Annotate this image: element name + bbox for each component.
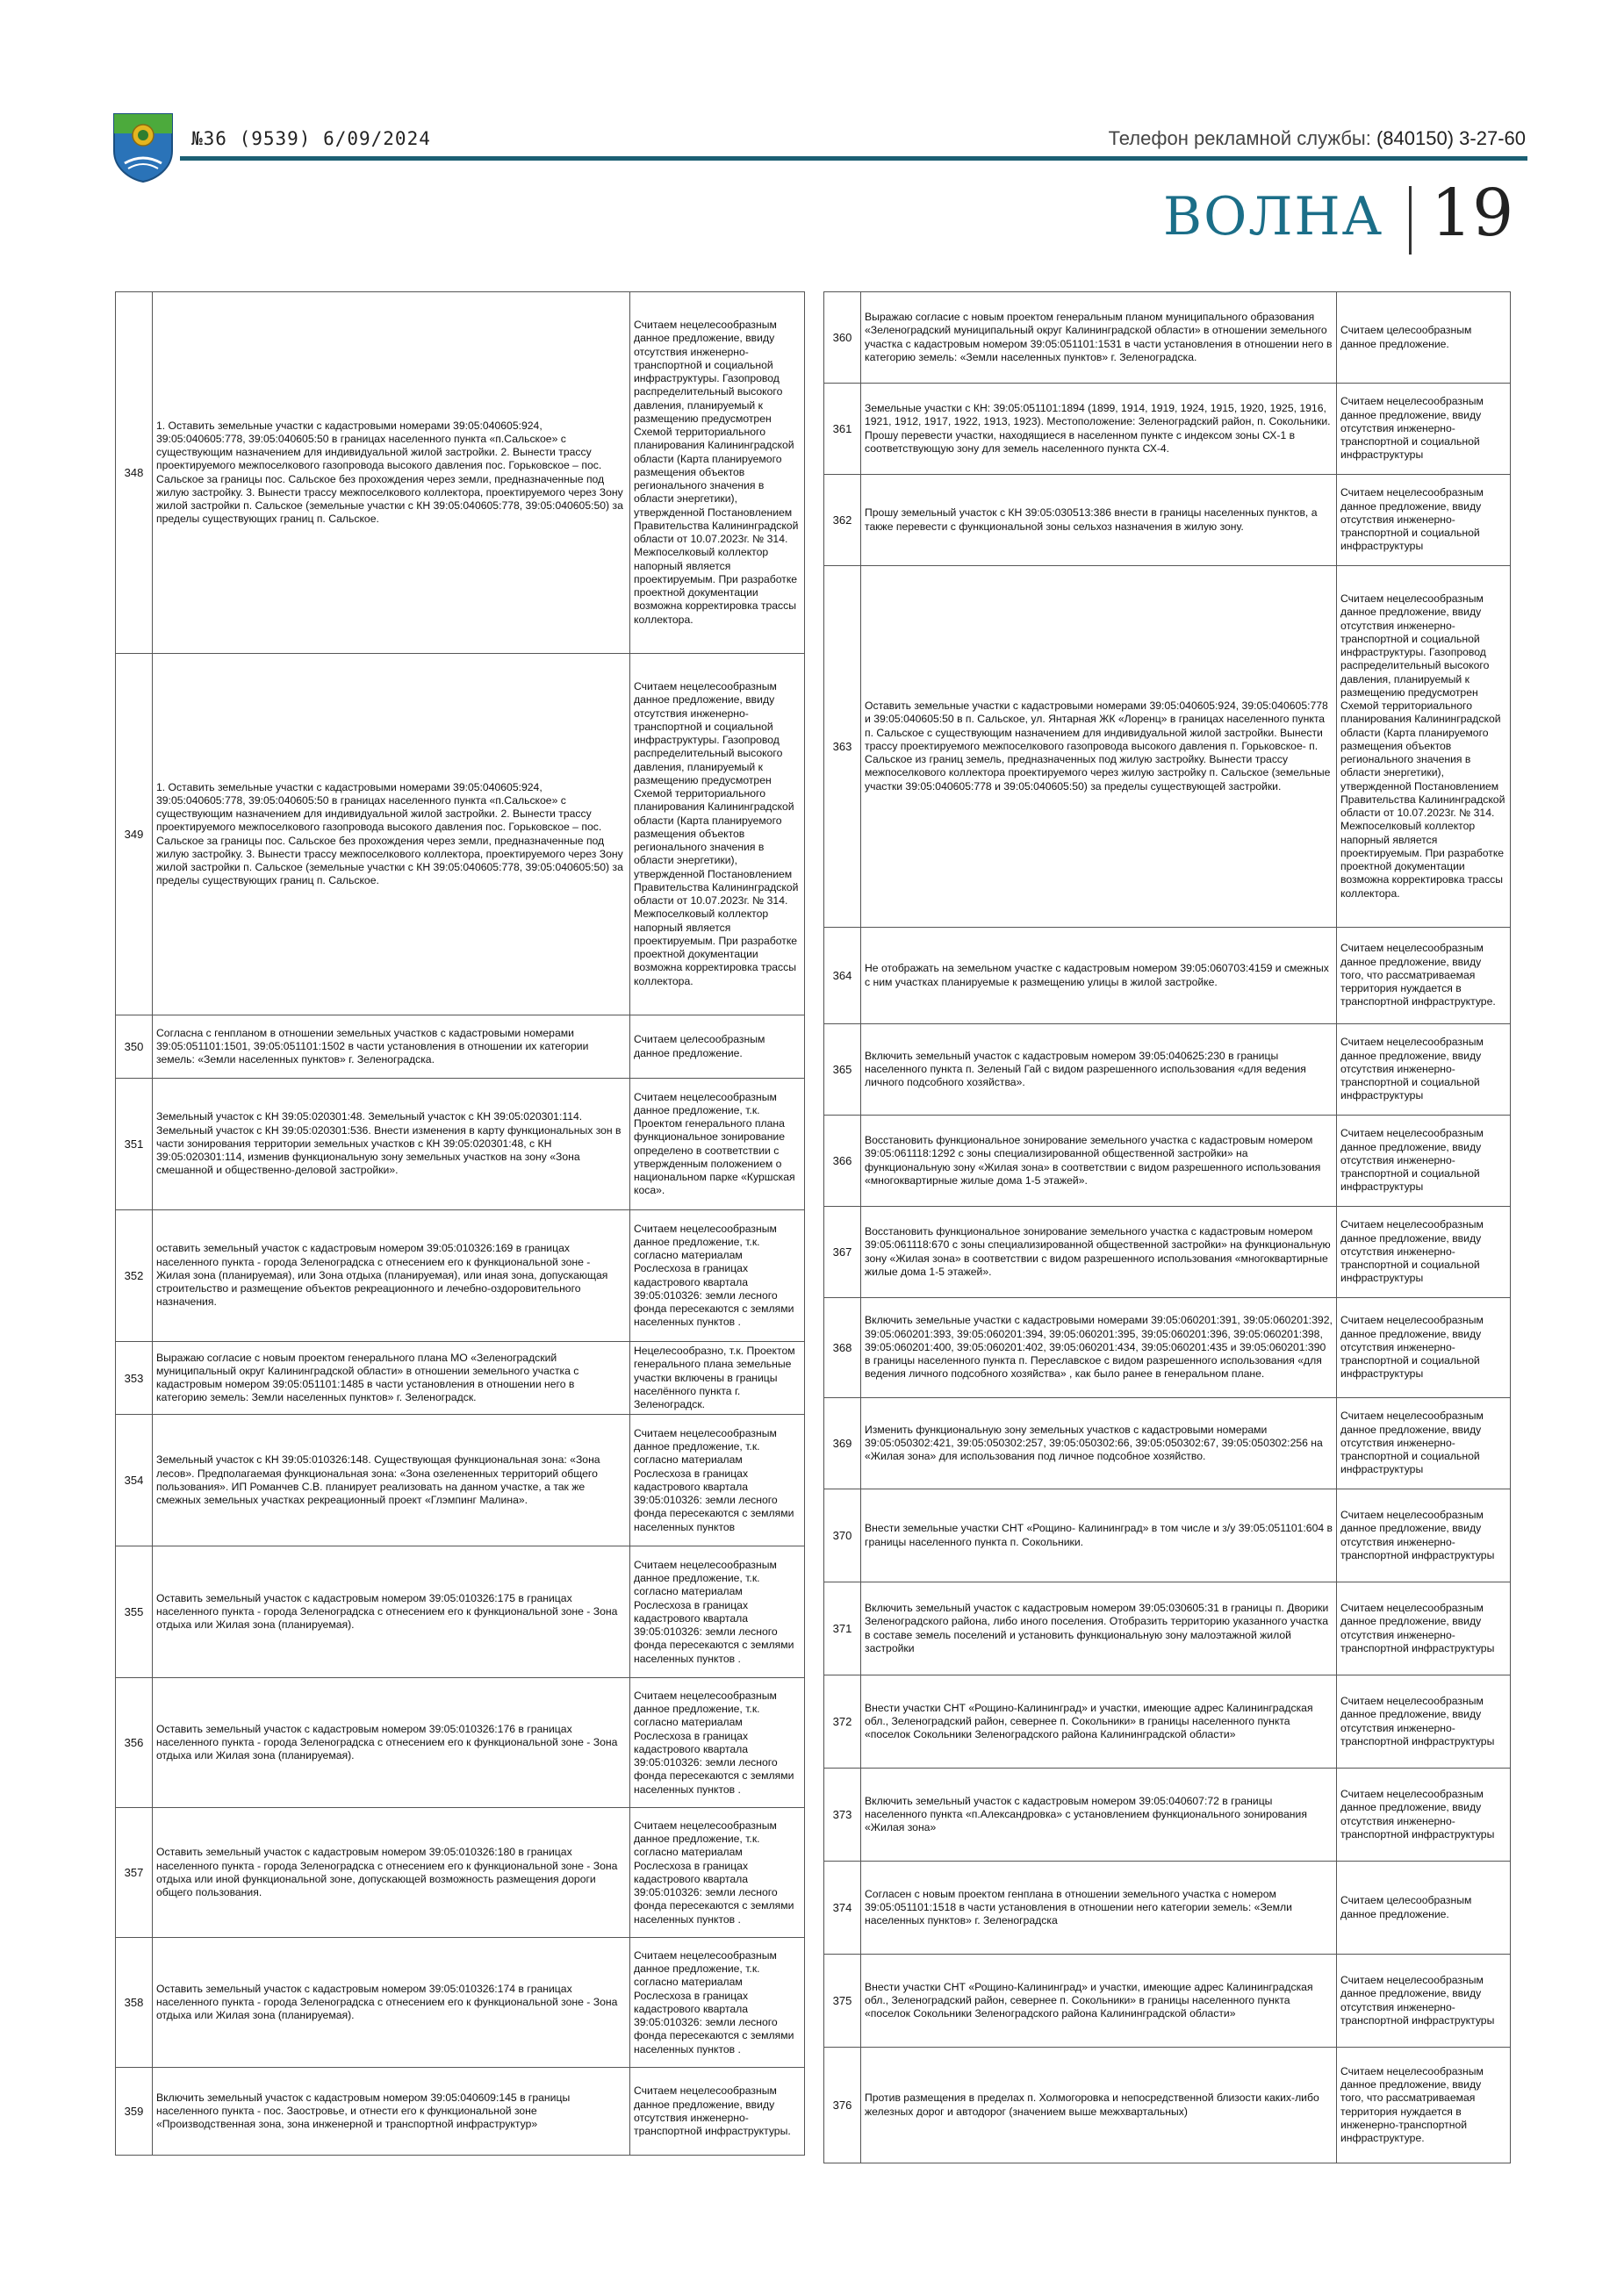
proposal-text: 1. Оставить земельные участки с кадастровыми номерами 39:05:040605:924, 39:05:040605:778, 39:05:040605:50 в границах населенного пункта «п.Сальское» с существующим назначением для индивидуальной жилой застройки. 2. Вынести трассу проектируемого межпоселкового газопровода высокого давления пос. Горьковское – пос. Сальское за границы пос. Сальское без прохождения через земли, предназначенные под жилую застройку. 3. Вынести трассу межпоселкового коллектора, проектируемого через Зону жилой застройки п. Сальское (земельные участки с КН 39:05:040605:778, 39:05:040605:50) за пределы существующих границ п. Сальское. bbox=[153, 292, 630, 654]
row-number: 370 bbox=[824, 1489, 861, 1582]
proposal-text: Внести земельные участки СНТ «Рощино- Калининград» в том числе и з/у 39:05:051101:604 в границы населенного пункта п. Сокольники. bbox=[861, 1489, 1337, 1582]
left-proposals-table bbox=[115, 291, 805, 2156]
decision-text: Считаем нецелесообразным данное предложение, ввиду отсутствия инженерно-транспортной и социальной инфраструктуры bbox=[1337, 1116, 1511, 1207]
decision-text: Считаем нецелесообразным данное предложение, ввиду отсутствия инженерно-транспортной инфраструктуры bbox=[1337, 1769, 1511, 1862]
proposal-text: Оставить земельный участок с кадастровым номером 39:05:010326:180 в границах населенного пункта - города Зеленоградска с отнесением его к функциональной зоне - Зона отдыха или иной функциональной зоне, допускающей возможность размещения дороги общего пользования. bbox=[153, 1808, 630, 1938]
proposal-text: Оставить земельные участки с кадастровыми номерами 39:05:040605:924, 39:05:040605:778 и 39:05:040605:50 в п. Сальское, ул. Янтарная ЖК «Лоренц» в границах населенного пункта п. Сальское с существующим назначением для индивидуальной жилой застройки. Вынести трассу проектируемого межпоселкового газопровода высокого давления п. Горьковское- п. Сальское из границ земель, предназначенных под жилую застройку. Вынести трассу межпоселкового коллектора проектируемого через жилую застройку п. Сальское (земельные участки 39:05:040605:778 и 39:05:040605:50) за пределы существующей застройки. bbox=[861, 566, 1337, 928]
row-number: 353 bbox=[116, 1342, 153, 1415]
proposal-text: Включить земельный участок с кадастровым номером 39:05:040625:230 в границы населенного пункта п. Зеленый Гай с видом разрешенного использования «для ведения личного подсобного хозяйства». bbox=[861, 1024, 1337, 1116]
proposal-text: Включить земельный участок с кадастровым номером 39:05:040607:72 в границы населенного пункта «п.Александровка» с установлением функционального зонирования «Жилая зона» bbox=[861, 1769, 1337, 1862]
decision-text: Считаем нецелесообразным данное предложение, ввиду отсутствия инженерно-транспортной инфраструктуры. bbox=[630, 2068, 805, 2156]
decision-text: Считаем нецелесообразным данное предложение, т.к. согласно материалам Рослесхоза в границах кадастрового квартала 39:05:010326: земли лесного фонда пересекаются с землями населенных пунктов . bbox=[630, 1210, 805, 1342]
decision-text: Считаем нецелесообразным данное предложение, ввиду отсутствия инженерно-транспортной и социальной инфраструктуры bbox=[1337, 1207, 1511, 1298]
table-row bbox=[116, 1808, 805, 1938]
table-row bbox=[824, 1675, 1511, 1769]
row-number: 365 bbox=[824, 1024, 861, 1116]
proposal-text: Восстановить функциональное зонирование земельного участка с кадастровым номером 39:05:061118:1292 с зоны специализированной общественной застройки» на функциональную зону «Жилая зона» в соответствии с видом разрешенного использования «многоквартирные жилые дома 1-5 этажей». bbox=[861, 1116, 1337, 1207]
row-number: 358 bbox=[116, 1938, 153, 2068]
ad-phone bbox=[1109, 127, 1526, 150]
decision-text: Считаем нецелесообразным данное предложение, ввиду отсутствия инженерно-транспортной инфраструктуры bbox=[1337, 1955, 1511, 2048]
page-header bbox=[0, 0, 1624, 263]
proposal-text: Выражаю согласие с новым проектом генеральным планом муниципального образования «Зеленоградский муниципальный округ Калининградской области» в отношении земельного участка с кадастровым номером 39:05:051101:1531 в части установления в отношении него в категорию земель: «Земли населенных пунктов» г. Зеленоградска. bbox=[861, 292, 1337, 384]
row-number: 361 bbox=[824, 384, 861, 475]
proposal-text: оставить земельный участок с кадастровым номером 39:05:010326:169 в границах населенного пункта - города Зеленоградска с отнесением его к функциональной зоне - Жилая зона (планируемая), или Зона отдыха (планируемая), или иная зона, допускающая строительство и размещение объектов рекреационного и лечебно-оздоровительного назначения. bbox=[153, 1210, 630, 1342]
phone-label: Телефон рекламной службы: bbox=[1108, 127, 1371, 149]
decision-text: Считаем нецелесообразным данное предложение, ввиду того, что рассматриваемая территория нуждается в инженерно-транспортной инфраструктуре. bbox=[1337, 2048, 1511, 2163]
header-rule bbox=[180, 156, 1527, 161]
proposal-text: Внести участки СНТ «Рощино-Калининград» и участки, имеющие адрес Калининградская обл., Зеленоградский район, севернее п. Сокольники» в границы населенного пункта «поселок Сокольники Зеленоградского района Калининградской области» bbox=[861, 1675, 1337, 1769]
proposal-text: Выражаю согласие с новым проектом генерального плана МО «Зеленоградский муниципальный округ Калининградской области» в отношении земельного участка с кадастровым номером 39:05:051101:1485 в части установления в отношении него в категорию земель: Земли населенных пунктов» г. Зеленоградск. bbox=[153, 1342, 630, 1415]
row-number: 349 bbox=[116, 654, 153, 1015]
page-number: 19 bbox=[1431, 176, 1514, 251]
decision-text: Считаем нецелесообразным данное предложение, т.к. согласно материалам Рослесхоза в границах кадастрового квартала 39:05:010326: земли лесного фонда пересекаются с землями населенных пунктов . bbox=[630, 1546, 805, 1678]
row-number: 373 bbox=[824, 1769, 861, 1862]
row-number: 369 bbox=[824, 1398, 861, 1489]
table-row bbox=[116, 1079, 805, 1210]
proposal-text: Включить земельный участок с кадастровым номером 39:05:030605:31 в границы п. Дворики Зеленоградского района, либо иного поселения. Отобразить территорию указанного участка в составе земель поселений и установить функциональную зону малоэтажной жилой застройки bbox=[861, 1582, 1337, 1675]
table-row bbox=[824, 475, 1511, 566]
right-proposals-table bbox=[823, 291, 1511, 2163]
proposal-text: Согласна с генпланом в отношении земельных участков с кадастровыми номерами 39:05:051101:1501, 39:05:051101:1502 в части установления в отношении их категории земель: «Земли населенных пунктов» г. Зеленоградска. bbox=[153, 1015, 630, 1079]
phone-number: (840150) 3-27-60 bbox=[1376, 127, 1526, 149]
proposal-text: Согласен с новым проектом генплана в отношении земельного участка с номером 39:05:051101:1518 в части установления в отношении него категории земель: «Земли населенных пунктов» г. Зеленоградска bbox=[861, 1862, 1337, 1955]
proposal-text: Восстановить функциональное зонирование земельного участка с кадастровым номером 39:05:061118:670 с зоны специализированной общественной застройки» на функциональную зону «Жилая зона» в соответствии с видом разрешенного использования «многоквартирные жилые дома 1-5 этажей». bbox=[861, 1207, 1337, 1298]
decision-text: Считаем нецелесообразным данное предложение, т.к. согласно материалам Рослесхоза в границах кадастрового квартала 39:05:010326: земли лесного фонда пересекаются с землями населенных пунктов bbox=[630, 1415, 805, 1546]
proposal-text: 1. Оставить земельные участки с кадастровыми номерами 39:05:040605:924, 39:05:040605:778, 39:05:040605:50 в границах населенного пункта «п.Сальское» с существующим назначением для индивидуальной жилой застройки. 2. Вынести трассу проектируемого межпоселкового газопровода высокого давления пос. Горьковское – пос. Сальское за границы пос. Сальское без прохождения через земли, предназначенные под жилую застройку. 3. Вынести трассу межпоселкового коллектора, проектируемого через Зону жилой застройки п. Сальское (земельные участки с КН 39:05:040605:778, 39:05:040605:50) за пределы существующих границ п. Сальское. bbox=[153, 654, 630, 1015]
decision-text: Считаем нецелесообразным данное предложение, ввиду отсутствия инженерно-транспортной и социальной инфраструктуры bbox=[1337, 384, 1511, 475]
proposal-text: Оставить земельный участок с кадастровым номером 39:05:010326:175 в границах населенного пункта - города Зеленоградска с отнесением его к функциональной зоне - Зона отдыха или Жилая зона (планируемая). bbox=[153, 1546, 630, 1678]
table-row bbox=[116, 1342, 805, 1415]
table-row bbox=[824, 928, 1511, 1024]
decision-text: Считаем нецелесообразным данное предложение, т.к. согласно материалам Рослесхоза в границах кадастрового квартала 39:05:010326: земли лесного фонда пересекаются с землями населенных пунктов . bbox=[630, 1808, 805, 1938]
decision-text: Считаем целесообразным данное предложение. bbox=[1337, 1862, 1511, 1955]
decision-text: Считаем целесообразным данное предложение. bbox=[630, 1015, 805, 1079]
decision-text: Считаем нецелесообразным данное предложение, ввиду отсутствия инженерно-транспортной и социальной инфраструктуры. Газопровод распределительный высокого давления, планируемый к размещению предусмотрен Схемой территориального планирования Калининградской области (Карта планируемого размещения объектов регионального значения в области энергетики), утвержденной Постановлением Правительства Калининградской области от 10.07.2023г. № 314. Межпоселковый коллектор напорный является проектируемым. При разработке проектной документации возможна корректировка трассы коллектора. bbox=[630, 292, 805, 654]
proposal-text: Изменить функциональную зону земельных участков с кадастровыми номерами 39:05:050302:421, 39:05:050302:257, 39:05:050302:66, 39:05:050302:67, 39:05:050302:256 на «Жилая зона» для использования под личное подсобное хозяйство. bbox=[861, 1398, 1337, 1489]
row-number: 375 bbox=[824, 1955, 861, 2048]
table-row bbox=[824, 1955, 1511, 2048]
table-row bbox=[824, 1116, 1511, 1207]
table-row bbox=[824, 292, 1511, 384]
row-number: 356 bbox=[116, 1678, 153, 1808]
row-number: 354 bbox=[116, 1415, 153, 1546]
table-row bbox=[824, 1207, 1511, 1298]
row-number: 350 bbox=[116, 1015, 153, 1079]
proposal-text: Земельный участок с КН 39:05:010326:148. Существующая функциональная зона: «Зона лесов». Предполагаемая функциональная зона: «Зона озелененных территорий общего пользования». ИП Романчев С.В. планирует реализовать на данном участке, а так же смежных земельных участках рекреационный проект «Глэмпинг Малина». bbox=[153, 1415, 630, 1546]
decision-text: Считаем нецелесообразным данное предложение, ввиду того, что рассматриваемая территория нуждается в транспортной инфраструктуре. bbox=[1337, 928, 1511, 1024]
decision-text: Считаем нецелесообразным данное предложение, ввиду отсутствия инженерно-транспортной и социальной инфраструктуры bbox=[1337, 1298, 1511, 1398]
decision-text: Считаем нецелесообразным данное предложение, т.к. Проектом генерального плана функциональное зонирование определено в соответствии с утвержденным положением о национальном парке «Куршская коса». bbox=[630, 1079, 805, 1210]
table-row bbox=[824, 384, 1511, 475]
decision-text: Считаем нецелесообразным данное предложение, т.к. согласно материалам Рослесхоза в границах кадастрового квартала 39:05:010326: земли лесного фонда пересекаются с землями населенных пунктов . bbox=[630, 1938, 805, 2068]
table-row bbox=[116, 292, 805, 654]
table-row bbox=[824, 566, 1511, 928]
table-row bbox=[116, 1678, 805, 1808]
proposal-text: Оставить земельный участок с кадастровым номером 39:05:010326:174 в границах населенного пункта - города Зеленоградска с отнесением его к функциональной зоне - Зона отдыха или Жилая зона (планируемая). bbox=[153, 1938, 630, 2068]
decision-text: Считаем нецелесообразным данное предложение, ввиду отсутствия инженерно-транспортной инфраструктуры bbox=[1337, 1582, 1511, 1675]
coat-of-arms-icon bbox=[112, 112, 174, 183]
row-number: 351 bbox=[116, 1079, 153, 1210]
table-row bbox=[116, 654, 805, 1015]
table-row bbox=[824, 1024, 1511, 1116]
row-number: 348 bbox=[116, 292, 153, 654]
proposal-text: Не отображать на земельном участке с кадастровым номером 39:05:060703:4159 и смежных с ним участках планируемые к размещению улицы в жилой застройке. bbox=[861, 928, 1337, 1024]
logo-divider bbox=[1409, 186, 1412, 255]
table-row bbox=[116, 1546, 805, 1678]
row-number: 366 bbox=[824, 1116, 861, 1207]
proposal-text: Земельный участок с КН 39:05:020301:48. Земельный участок с КН 39:05:020301:114. Земельный участок с КН 39:05:020301:536. Внести изменения в карту функциональных зон в части зонирования территории земельных участков с КН 39:05:020301:48, с КН 39:05:020301:114, изменив функциональную зону земельных участков на зону «Зона смешанной и общественно-деловой застройки». bbox=[153, 1079, 630, 1210]
proposal-text: Внести участки СНТ «Рощино-Калининград» и участки, имеющие адрес Калининградская обл., Зеленоградский район, севернее п. Сокольники» в границы населенного пункта «поселок Сокольники Зеленоградского района Калининградской области» bbox=[861, 1955, 1337, 2048]
row-number: 355 bbox=[116, 1546, 153, 1678]
row-number: 352 bbox=[116, 1210, 153, 1342]
row-number: 368 bbox=[824, 1298, 861, 1398]
proposal-text: Земельные участки с КН: 39:05:051101:1894 (1899, 1914, 1919, 1924, 1915, 1920, 1925, 1916, 1921, 1912, 1917, 1922, 1913, 1923). Местоположение: Зеленоградский район, п. Сокольники. Прошу перевести участки, находящиеся в населенном пункте с индексом зоны СХ-1 в соответствующую зону для земель населенного пункта СХ-4. bbox=[861, 384, 1337, 475]
proposal-text: Прошу земельный участок с КН 39:05:030513:386 внести в границы населенных пунктов, а также перевести с функциональной зоны сельхоз назначения в жилую зону. bbox=[861, 475, 1337, 566]
table-row bbox=[824, 1582, 1511, 1675]
decision-text: Считаем нецелесообразным данное предложение, ввиду отсутствия инженерно-транспортной и социальной инфраструктуры bbox=[1337, 1024, 1511, 1116]
decision-text: Считаем нецелесообразным данное предложение, ввиду отсутствия инженерно-транспортной инфраструктуры bbox=[1337, 1675, 1511, 1769]
decision-text: Считаем целесообразным данное предложение. bbox=[1337, 292, 1511, 384]
table-row bbox=[116, 1210, 805, 1342]
decision-text: Считаем нецелесообразным данное предложение, ввиду отсутствия инженерно-транспортной и социальной инфраструктуры. Газопровод распределительный высокого давления, планируемый к размещению предусмотрен Схемой территориального планирования Калининградской области (Карта планируемого размещения объектов регионального значения в области энергетики), утвержденной Постановлением Правительства Калининградской области от 10.07.2023г. № 314. Межпоселковый коллектор напорный является проектируемым. При разработке проектной документации возможна корректировка трассы коллектора. bbox=[630, 654, 805, 1015]
table-row bbox=[824, 1862, 1511, 1955]
table-row bbox=[116, 1015, 805, 1079]
row-number: 360 bbox=[824, 292, 861, 384]
proposal-text: Включить земельные участки с кадастровыми номерами 39:05:060201:391, 39:05:060201:392, 39:05:060201:393, 39:05:060201:394, 39:05:060201:395, 39:05:060201:396, 39:05:060201:398, 39:05:060201:400, 39:05:060201:402, 39:05:060201:434, 39:05:060201:435 и 39:05:060201:390 в границы населенного пункта п. Переславское с видом разрешенного использования «для ведения личного подсобного хозяйства» , как было ранее в генеральном плане. bbox=[861, 1298, 1337, 1398]
row-number: 363 bbox=[824, 566, 861, 928]
row-number: 374 bbox=[824, 1862, 861, 1955]
table-row bbox=[824, 1489, 1511, 1582]
proposal-text: Против размещения в пределах п. Холмогоровка и непосредственной близости каких-либо железных дорог и автодорог (значением выше межхвартальных) bbox=[861, 2048, 1337, 2163]
row-number: 359 bbox=[116, 2068, 153, 2156]
table-row bbox=[116, 1938, 805, 2068]
proposal-text: Оставить земельный участок с кадастровым номером 39:05:010326:176 в границах населенного пункта - города Зеленоградска с отнесением его к функциональной зоне - Зона отдыха или Жилая зона (планируемая). bbox=[153, 1678, 630, 1808]
decision-text: Считаем нецелесообразным данное предложение, ввиду отсутствия инженерно-транспортной и социальной инфраструктуры. Газопровод распределительный высокого давления, планируемый к размещению предусмотрен Схемой территориального планирования Калининградской области (Карта планируемого размещения объектов регионального значения в области энергетики), утвержденной Постановлением Правительства Калининградской области от 10.07.2023г. № 314. Межпоселковый коллектор напорный является проектируемым. При разработке проектной документации возможна корректировка трассы коллектора. bbox=[1337, 566, 1511, 928]
newspaper-logo: ВОЛНА bbox=[1163, 186, 1384, 248]
row-number: 376 bbox=[824, 2048, 861, 2163]
table-row bbox=[116, 1415, 805, 1546]
row-number: 367 bbox=[824, 1207, 861, 1298]
row-number: 372 bbox=[824, 1675, 861, 1769]
decision-text: Считаем нецелесообразным данное предложение, ввиду отсутствия инженерно-транспортной и социальной инфраструктуры bbox=[1337, 1398, 1511, 1489]
decision-text: Считаем нецелесообразным данное предложение, ввиду отсутствия инженерно-транспортной инфраструктуры bbox=[1337, 1489, 1511, 1582]
table-row bbox=[116, 2068, 805, 2156]
table-row bbox=[824, 1398, 1511, 1489]
issue-info: №36 (9539) 6/09/2024 bbox=[191, 128, 431, 149]
decision-text: Считаем нецелесообразным данное предложение, т.к. согласно материалам Рослесхоза в границах кадастрового квартала 39:05:010326: земли лесного фонда пересекаются с землями населенных пунктов . bbox=[630, 1678, 805, 1808]
proposal-text: Включить земельный участок с кадастровым номером 39:05:040609:145 в границы населенного пункта - пос. Заостровье, и отнести его к функциональной зоне «Производственная зона, зона инженерной и транспортной инфраструктур» bbox=[153, 2068, 630, 2156]
row-number: 371 bbox=[824, 1582, 861, 1675]
table-row bbox=[824, 1298, 1511, 1398]
row-number: 357 bbox=[116, 1808, 153, 1938]
row-number: 364 bbox=[824, 928, 861, 1024]
decision-text: Считаем нецелесообразным данное предложение, ввиду отсутствия инженерно-транспортной и социальной инфраструктуры bbox=[1337, 475, 1511, 566]
row-number: 362 bbox=[824, 475, 861, 566]
table-row bbox=[824, 1769, 1511, 1862]
table-row bbox=[824, 2048, 1511, 2163]
decision-text: Нецелесообразно, т.к. Проектом генерального плана земельные участки включены в границы населённого пункта г. Зеленоградск. bbox=[630, 1342, 805, 1415]
